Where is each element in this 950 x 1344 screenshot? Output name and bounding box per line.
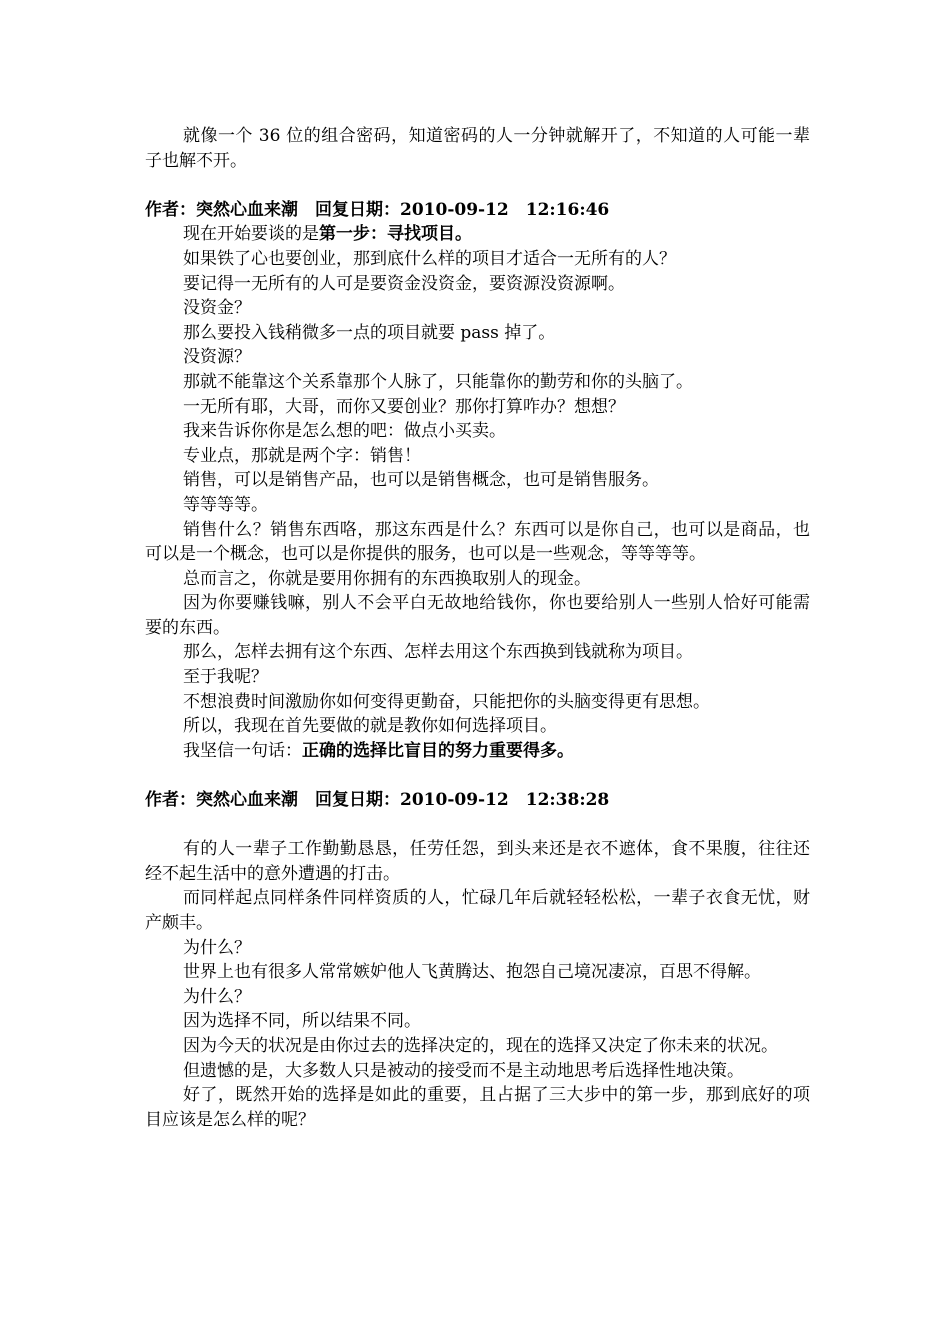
post-paragraph: 没资源？	[183, 347, 251, 368]
post-paragraph: 因为今天的状况是由你过去的选择决定的，现在的选择又决定了你未来的状况。	[183, 1035, 778, 1056]
document-page	[145, 124, 810, 1132]
post-paragraph: 没资金？	[183, 298, 251, 319]
post-paragraph: 因为你要赚钱嘛，别人不会平白无故地给钱你，你也要给别人一些别人恰好可能需要的东西。	[145, 593, 810, 638]
post-paragraph: 一无所有耶，大哥，而你又要创业？那你打算咋办？想想？	[183, 396, 625, 417]
post-paragraph	[145, 222, 810, 247]
post-paragraph: 有的人一辈子工作勤勤恳恳，任劳任怨，到头来还是衣不遮体，食不果腹，往往还经不起生活中的意外遭遇的打击。	[145, 839, 810, 884]
post-paragraph	[145, 739, 810, 764]
post-paragraph: 至于我呢？	[183, 667, 268, 688]
post-paragraph: 那么，怎样去拥有这个东西、怎样去用这个东西换到钱就称为项目。	[183, 642, 693, 663]
post-paragraph: 因为选择不同，所以结果不同。	[183, 1011, 421, 1032]
post-paragraph: 如果铁了心也要创业，那到底什么样的项目才适合一无所有的人？	[183, 248, 676, 269]
post-paragraph: 而同样起点同样条件同样资质的人，忙碌几年后就轻轻松松，一辈子衣食无忧，财产颇丰。	[145, 888, 810, 933]
post-paragraph: 总而言之，你就是要用你拥有的东西换取别人的现金。	[183, 568, 591, 589]
blank-line	[145, 813, 810, 838]
post-paragraph: 要记得一无所有的人可是要资金没资金，要资源没资源啊。	[183, 273, 625, 294]
post-paragraph: 为什么？	[183, 986, 251, 1007]
belief-intro-text: 我坚信一句话：	[183, 740, 302, 761]
belief-quote-bold: 正确的选择比盲目的努力重要得多。	[302, 740, 574, 761]
post-paragraph: 那么要投入钱稍微多一点的项目就要 pass 掉了。	[183, 322, 556, 343]
post-paragraph: 不想浪费时间激励你如何变得更勤奋，只能把你的头脑变得更有思想。	[183, 691, 710, 712]
intro-paragraph: 就像一个 36 位的组合密码，知道密码的人一分钟就解开了，不知道的人可能一辈子也解不开。	[145, 126, 810, 171]
post-paragraph: 等等等等。	[183, 494, 268, 515]
blank-line	[145, 763, 810, 788]
post-paragraph: 专业点，那就是两个字：销售！	[183, 445, 421, 466]
blank-line	[145, 173, 810, 198]
post-paragraph: 销售什么？销售东西咯，那这东西是什么？东西可以是你自己，也可以是商品，也可以是一个概念，也可以是你提供的服务，也可以是一些观念，等等等等。	[145, 519, 810, 565]
post-header: 作者：突然心血来潮 回复日期：2010-09-12 12:16:46	[145, 199, 610, 220]
post-paragraph: 为什么？	[183, 937, 251, 958]
post-paragraph: 我来告诉你你是怎么想的吧：做点小买卖。	[183, 421, 506, 442]
post-paragraph: 好了，既然开始的选择是如此的重要，且占据了三大步中的第一步，那到底好的项目应该是怎么样的呢？	[145, 1085, 810, 1130]
step-title-bold: 第一步：寻找项目。	[319, 224, 472, 245]
step-intro-text: 现在开始要谈的是	[183, 224, 319, 245]
post-paragraph: 但遗憾的是，大多数人只是被动的接受而不是主动地思考后选择性地决策。	[183, 1060, 744, 1081]
post-paragraph: 世界上也有很多人常常嫉妒他人飞黄腾达、抱怨自己境况凄凉，百思不得解。	[183, 962, 761, 983]
post-header: 作者：突然心血来潮 回复日期：2010-09-12 12:38:28	[145, 790, 610, 811]
post-paragraph: 所以，我现在首先要做的就是教你如何选择项目。	[183, 716, 557, 737]
post-paragraph: 销售，可以是销售产品，也可以是销售概念，也可是销售服务。	[183, 470, 659, 491]
post-paragraph: 那就不能靠这个关系靠那个人脉了，只能靠你的勤劳和你的头脑了。	[183, 371, 693, 392]
